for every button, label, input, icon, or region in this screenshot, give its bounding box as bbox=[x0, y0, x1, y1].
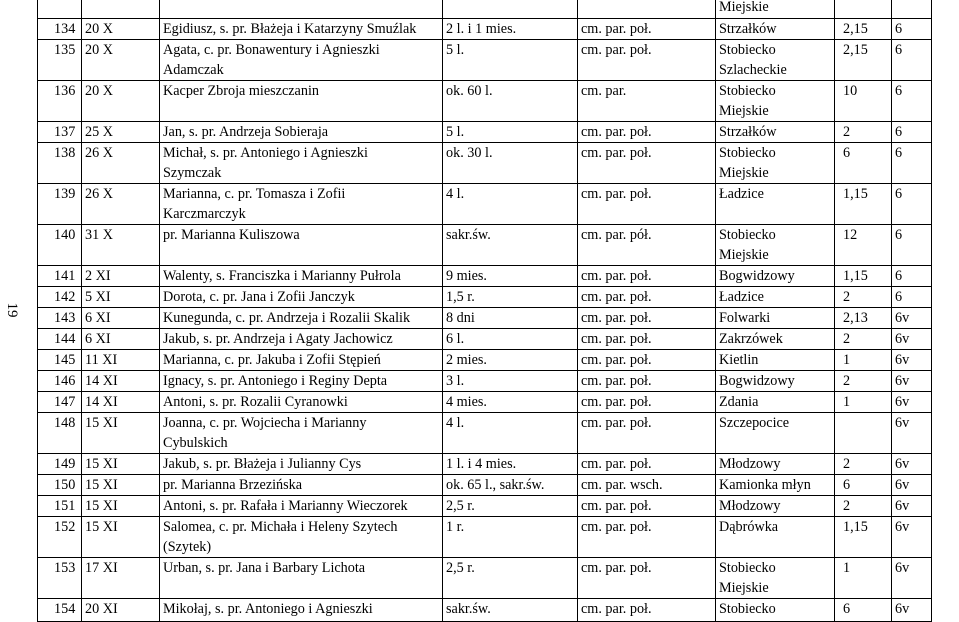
name-cell: Egidiusz, s. pr. Błażeja i Katarzyny Smuźlak bbox=[160, 19, 443, 40]
burial-register-table bbox=[37, 0, 932, 622]
entry-number-cell: 140 bbox=[38, 225, 82, 266]
burial-place-cell: cm. par. poł. bbox=[578, 517, 716, 558]
burial-place-cell: cm. par. poł. bbox=[578, 496, 716, 517]
entry-number-cell: 150 bbox=[38, 475, 82, 496]
village-cell: Stobiecko bbox=[716, 599, 835, 622]
age-cell: 9 mies. bbox=[443, 266, 578, 287]
name-cell: Antoni, s. pr. Rafała i Marianny Wieczorek bbox=[160, 496, 443, 517]
table-row bbox=[38, 287, 932, 308]
name-cell: Kacper Zbroja mieszczanin bbox=[160, 81, 443, 122]
village-cell: Ładzice bbox=[716, 184, 835, 225]
code-cell: 6 bbox=[892, 81, 932, 122]
amount-cell: 1,15 bbox=[835, 266, 892, 287]
amount-cell: 2 bbox=[835, 496, 892, 517]
table-row bbox=[38, 454, 932, 475]
burial-place-cell: cm. par. poł. bbox=[578, 184, 716, 225]
burial-place-cell: cm. par. poł. bbox=[578, 329, 716, 350]
entry-number-cell: 153 bbox=[38, 558, 82, 599]
burial-place-cell: cm. par. poł. bbox=[578, 266, 716, 287]
entry-number-cell: 148 bbox=[38, 413, 82, 454]
table-row bbox=[38, 371, 932, 392]
table-row bbox=[38, 392, 932, 413]
table-row bbox=[38, 81, 932, 122]
age-cell: 4 mies. bbox=[443, 392, 578, 413]
village-cell: Stobiecko Miejskie bbox=[716, 143, 835, 184]
table-row bbox=[38, 329, 932, 350]
village-cell: Dąbrówka bbox=[716, 517, 835, 558]
name-cell: Mikołaj, s. pr. Antoniego i Agnieszki bbox=[160, 599, 443, 622]
code-cell: 6v bbox=[892, 308, 932, 329]
burial-place-cell: cm. par. poł. bbox=[578, 558, 716, 599]
date-cell: 15 XI bbox=[82, 475, 160, 496]
burial-place-cell: cm. par. poł. bbox=[578, 371, 716, 392]
name-cell: Antoni, s. pr. Rozalii Cyranowki bbox=[160, 392, 443, 413]
date-cell: 15 XI bbox=[82, 413, 160, 454]
date-cell: 20 X bbox=[82, 81, 160, 122]
name-cell: Joanna, c. pr. Wojciecha i Marianny Cybulskich bbox=[160, 413, 443, 454]
amount-cell bbox=[835, 0, 892, 19]
village-cell: Zdania bbox=[716, 392, 835, 413]
amount-cell: 2 bbox=[835, 122, 892, 143]
code-cell: 6v bbox=[892, 350, 932, 371]
code-cell: 6v bbox=[892, 371, 932, 392]
code-cell: 6v bbox=[892, 329, 932, 350]
code-cell bbox=[892, 0, 932, 19]
amount-cell: 1,15 bbox=[835, 517, 892, 558]
age-cell: sakr.św. bbox=[443, 599, 578, 622]
date-cell: 17 XI bbox=[82, 558, 160, 599]
table-row bbox=[38, 350, 932, 371]
table-row bbox=[38, 475, 932, 496]
age-cell: sakr.św. bbox=[443, 225, 578, 266]
name-cell: Agata, c. pr. Bonawentury i Agnieszki Adamczak bbox=[160, 40, 443, 81]
age-cell: 2 mies. bbox=[443, 350, 578, 371]
code-cell: 6v bbox=[892, 517, 932, 558]
amount-cell: 2,13 bbox=[835, 308, 892, 329]
village-cell: Stobiecko Miejskie bbox=[716, 81, 835, 122]
date-cell bbox=[82, 0, 160, 19]
table-row bbox=[38, 0, 932, 19]
table-row bbox=[38, 40, 932, 81]
amount-cell: 2,15 bbox=[835, 40, 892, 81]
date-cell: 26 X bbox=[82, 184, 160, 225]
name-cell: Marianna, c. pr. Jakuba i Zofii Stępień bbox=[160, 350, 443, 371]
entry-number-cell: 154 bbox=[38, 599, 82, 622]
name-cell bbox=[160, 0, 443, 19]
entry-number-cell: 136 bbox=[38, 81, 82, 122]
table-row bbox=[38, 19, 932, 40]
table-row bbox=[38, 308, 932, 329]
name-cell: Kunegunda, c. pr. Andrzeja i Rozalii Skalik bbox=[160, 308, 443, 329]
date-cell: 25 X bbox=[82, 122, 160, 143]
name-cell: pr. Marianna Kuliszowa bbox=[160, 225, 443, 266]
date-cell: 14 XI bbox=[82, 371, 160, 392]
amount-cell: 6 bbox=[835, 475, 892, 496]
burial-place-cell: cm. par. poł. bbox=[578, 19, 716, 40]
date-cell: 26 X bbox=[82, 143, 160, 184]
village-cell: Młodzowy bbox=[716, 496, 835, 517]
table-row bbox=[38, 558, 932, 599]
amount-cell: 2 bbox=[835, 329, 892, 350]
code-cell: 6 bbox=[892, 184, 932, 225]
entry-number-cell: 143 bbox=[38, 308, 82, 329]
entry-number-cell: 137 bbox=[38, 122, 82, 143]
date-cell: 31 X bbox=[82, 225, 160, 266]
date-cell: 6 XI bbox=[82, 308, 160, 329]
code-cell: 6 bbox=[892, 225, 932, 266]
age-cell: 2 l. i 1 mies. bbox=[443, 19, 578, 40]
amount-cell bbox=[835, 413, 892, 454]
code-cell: 6 bbox=[892, 266, 932, 287]
village-cell: Ładzice bbox=[716, 287, 835, 308]
entry-number-cell: 134 bbox=[38, 19, 82, 40]
burial-place-cell: cm. par. poł. bbox=[578, 454, 716, 475]
code-cell: 6v bbox=[892, 413, 932, 454]
entry-number-cell: 146 bbox=[38, 371, 82, 392]
table-row bbox=[38, 143, 932, 184]
amount-cell: 2 bbox=[835, 371, 892, 392]
code-cell: 6 bbox=[892, 143, 932, 184]
entry-number-cell: 152 bbox=[38, 517, 82, 558]
entry-number-cell: 135 bbox=[38, 40, 82, 81]
date-cell: 20 XI bbox=[82, 599, 160, 622]
amount-cell: 2,15 bbox=[835, 19, 892, 40]
name-cell: Marianna, c. pr. Tomasza i Zofii Karczmarczyk bbox=[160, 184, 443, 225]
entry-number-cell: 141 bbox=[38, 266, 82, 287]
village-cell: Kamionka młyn bbox=[716, 475, 835, 496]
date-cell: 6 XI bbox=[82, 329, 160, 350]
village-cell: Kietlin bbox=[716, 350, 835, 371]
amount-cell: 12 bbox=[835, 225, 892, 266]
burial-place-cell: cm. par. poł. bbox=[578, 40, 716, 81]
amount-cell: 1 bbox=[835, 558, 892, 599]
age-cell: 5 l. bbox=[443, 40, 578, 81]
amount-cell: 2 bbox=[835, 287, 892, 308]
age-cell: 8 dni bbox=[443, 308, 578, 329]
entry-number-cell: 151 bbox=[38, 496, 82, 517]
burial-place-cell bbox=[578, 0, 716, 19]
age-cell bbox=[443, 0, 578, 19]
village-cell: Strzałków bbox=[716, 19, 835, 40]
village-cell: Stobiecko Szlacheckie bbox=[716, 40, 835, 81]
burial-place-cell: cm. par. pół. bbox=[578, 225, 716, 266]
amount-cell: 10 bbox=[835, 81, 892, 122]
name-cell: pr. Marianna Brzezińska bbox=[160, 475, 443, 496]
table-row bbox=[38, 599, 932, 622]
page-number: 19 bbox=[4, 302, 20, 318]
age-cell: 5 l. bbox=[443, 122, 578, 143]
table-row bbox=[38, 225, 932, 266]
table-row bbox=[38, 122, 932, 143]
burial-place-cell: cm. par. wsch. bbox=[578, 475, 716, 496]
name-cell: Urban, s. pr. Jana i Barbary Lichota bbox=[160, 558, 443, 599]
name-cell: Jakub, s. pr. Andrzeja i Agaty Jachowicz bbox=[160, 329, 443, 350]
entry-number-cell: 138 bbox=[38, 143, 82, 184]
age-cell: 4 l. bbox=[443, 184, 578, 225]
entry-number-cell: 142 bbox=[38, 287, 82, 308]
code-cell: 6 bbox=[892, 287, 932, 308]
age-cell: 4 l. bbox=[443, 413, 578, 454]
burial-place-cell: cm. par. poł. bbox=[578, 350, 716, 371]
date-cell: 15 XI bbox=[82, 454, 160, 475]
age-cell: 3 l. bbox=[443, 371, 578, 392]
age-cell: 6 l. bbox=[443, 329, 578, 350]
village-cell: Miejskie bbox=[716, 0, 835, 19]
code-cell: 6v bbox=[892, 475, 932, 496]
village-cell: Młodzowy bbox=[716, 454, 835, 475]
entry-number-cell bbox=[38, 0, 82, 19]
amount-cell: 6 bbox=[835, 143, 892, 184]
burial-place-cell: cm. par. poł. bbox=[578, 122, 716, 143]
village-cell: Bogwidzowy bbox=[716, 371, 835, 392]
name-cell: Walenty, s. Franciszka i Marianny Pułrola bbox=[160, 266, 443, 287]
date-cell: 15 XI bbox=[82, 496, 160, 517]
table-row bbox=[38, 266, 932, 287]
age-cell: 1 r. bbox=[443, 517, 578, 558]
entry-number-cell: 147 bbox=[38, 392, 82, 413]
burial-place-cell: cm. par. poł. bbox=[578, 143, 716, 184]
name-cell: Dorota, c. pr. Jana i Zofii Janczyk bbox=[160, 287, 443, 308]
code-cell: 6 bbox=[892, 40, 932, 81]
burial-place-cell: cm. par. poł. bbox=[578, 287, 716, 308]
amount-cell: 1 bbox=[835, 350, 892, 371]
amount-cell: 6 bbox=[835, 599, 892, 622]
burial-place-cell: cm. par. poł. bbox=[578, 308, 716, 329]
entry-number-cell: 149 bbox=[38, 454, 82, 475]
code-cell: 6v bbox=[892, 454, 932, 475]
age-cell: ok. 60 l. bbox=[443, 81, 578, 122]
name-cell: Ignacy, s. pr. Antoniego i Reginy Depta bbox=[160, 371, 443, 392]
code-cell: 6v bbox=[892, 599, 932, 622]
date-cell: 20 X bbox=[82, 19, 160, 40]
burial-place-cell: cm. par. bbox=[578, 81, 716, 122]
village-cell: Szczepocice bbox=[716, 413, 835, 454]
village-cell: Zakrzówek bbox=[716, 329, 835, 350]
table-row bbox=[38, 413, 932, 454]
code-cell: 6 bbox=[892, 19, 932, 40]
date-cell: 11 XI bbox=[82, 350, 160, 371]
entry-number-cell: 145 bbox=[38, 350, 82, 371]
date-cell: 2 XI bbox=[82, 266, 160, 287]
village-cell: Stobiecko Miejskie bbox=[716, 558, 835, 599]
name-cell: Jakub, s. pr. Błażeja i Julianny Cys bbox=[160, 454, 443, 475]
date-cell: 15 XI bbox=[82, 517, 160, 558]
entry-number-cell: 144 bbox=[38, 329, 82, 350]
name-cell: Salomea, c. pr. Michała i Heleny Szytech (Szytek) bbox=[160, 517, 443, 558]
amount-cell: 1,15 bbox=[835, 184, 892, 225]
age-cell: ok. 30 l. bbox=[443, 143, 578, 184]
burial-place-cell: cm. par. poł. bbox=[578, 599, 716, 622]
amount-cell: 1 bbox=[835, 392, 892, 413]
name-cell: Jan, s. pr. Andrzeja Sobieraja bbox=[160, 122, 443, 143]
date-cell: 20 X bbox=[82, 40, 160, 81]
village-cell: Stobiecko Miejskie bbox=[716, 225, 835, 266]
village-cell: Bogwidzowy bbox=[716, 266, 835, 287]
burial-place-cell: cm. par. poł. bbox=[578, 392, 716, 413]
amount-cell: 2 bbox=[835, 454, 892, 475]
code-cell: 6v bbox=[892, 496, 932, 517]
date-cell: 14 XI bbox=[82, 392, 160, 413]
entry-number-cell: 139 bbox=[38, 184, 82, 225]
table-row bbox=[38, 517, 932, 558]
age-cell: 2,5 r. bbox=[443, 558, 578, 599]
date-cell: 5 XI bbox=[82, 287, 160, 308]
age-cell: ok. 65 l., sakr.św. bbox=[443, 475, 578, 496]
name-cell: Michał, s. pr. Antoniego i Agnieszki Szymczak bbox=[160, 143, 443, 184]
burial-place-cell: cm. par. poł. bbox=[578, 413, 716, 454]
age-cell: 1,5 r. bbox=[443, 287, 578, 308]
age-cell: 1 l. i 4 mies. bbox=[443, 454, 578, 475]
table-row bbox=[38, 184, 932, 225]
age-cell: 2,5 r. bbox=[443, 496, 578, 517]
village-cell: Strzałków bbox=[716, 122, 835, 143]
village-cell: Folwarki bbox=[716, 308, 835, 329]
code-cell: 6v bbox=[892, 558, 932, 599]
code-cell: 6 bbox=[892, 122, 932, 143]
table-row bbox=[38, 496, 932, 517]
code-cell: 6v bbox=[892, 392, 932, 413]
